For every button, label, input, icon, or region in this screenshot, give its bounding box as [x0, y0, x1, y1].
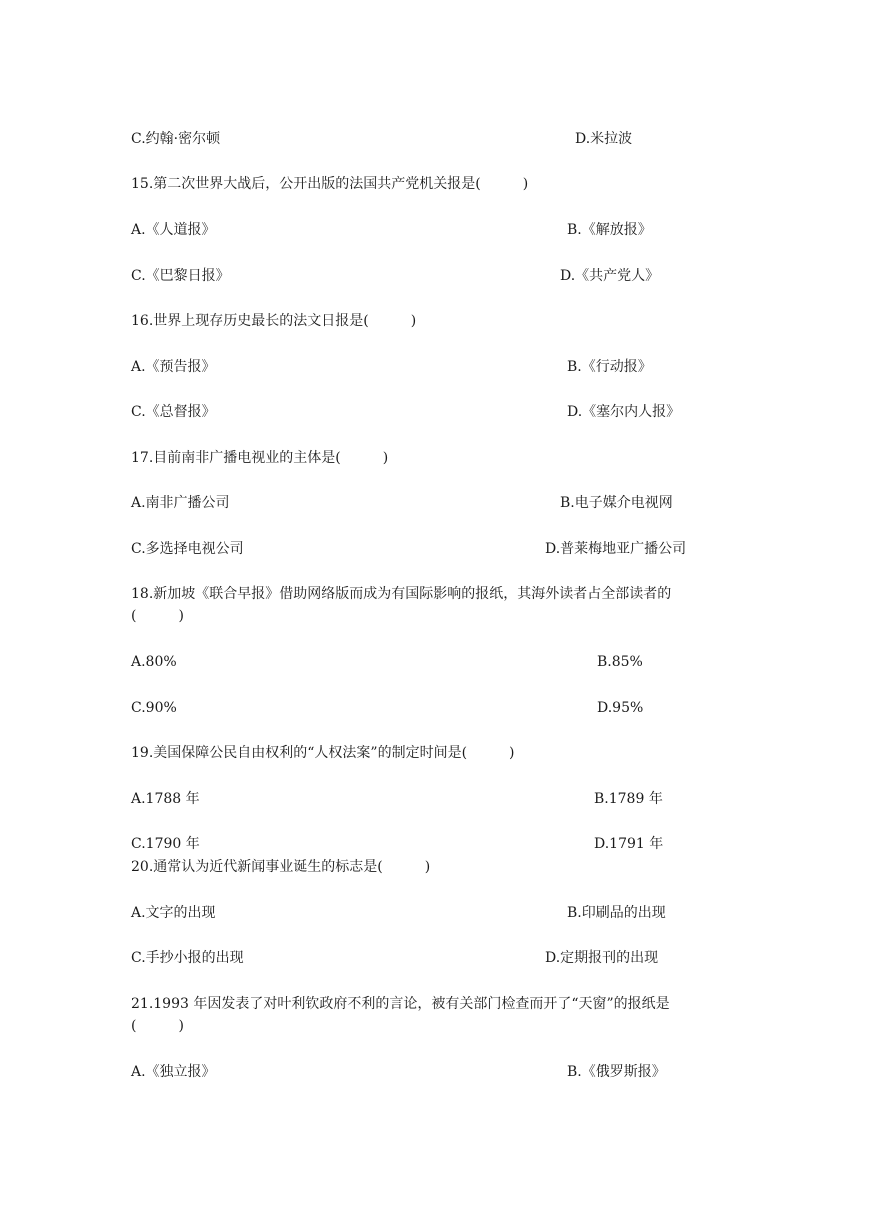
q17-option-c: C.多选择电视公司	[131, 541, 244, 557]
q18-option-a: A.80%	[131, 654, 177, 670]
q20-option-b: B.印刷品的出现	[567, 905, 666, 921]
q15-stem: 15.第二次世界大战后，公开出版的法国共产党机关报是( )	[131, 176, 529, 192]
q15-option-a: A.《人道报》	[131, 222, 216, 238]
q14-option-d: D.米拉波	[575, 131, 633, 147]
q16-option-b: B.《行动报》	[567, 359, 652, 375]
q20-stem: 20.通常认为近代新闻事业诞生的标志是( )	[131, 859, 431, 875]
q17-option-a: A.南非广播公司	[131, 495, 230, 511]
q19-option-d: D.1791 年	[594, 836, 664, 852]
q20-option-c: C.手抄小报的出现	[131, 950, 244, 966]
q21-option-a: A.《独立报》	[131, 1064, 216, 1080]
q16-option-d: D.《塞尔内人报》	[567, 404, 681, 420]
q20-option-a: A.文字的出现	[131, 905, 216, 921]
q19-option-c: C.1790 年	[131, 836, 200, 852]
q19-option-b: B.1789 年	[594, 791, 663, 807]
q19-option-a: A.1788 年	[131, 791, 200, 807]
q15-option-c: C.《巴黎日报》	[131, 268, 230, 284]
q16-option-c: C.《总督报》	[131, 404, 216, 420]
q14-option-c: C.约翰·密尔顿	[131, 131, 221, 147]
q17-stem: 17.目前南非广播电视业的主体是( )	[131, 450, 389, 466]
q17-option-b: B.电子媒介电视网	[560, 495, 673, 511]
q21-option-b: B.《俄罗斯报》	[567, 1064, 666, 1080]
q15-option-b: B.《解放报》	[567, 222, 652, 238]
q18-stem-line-2: ( )	[131, 608, 184, 624]
q16-stem: 16.世界上现存历史最长的法文日报是( )	[131, 313, 417, 329]
q18-option-b: B.85%	[597, 654, 643, 670]
q20-option-d: D.定期报刊的出现	[545, 950, 659, 966]
q19-stem: 19.美国保障公民自由权利的“人权法案”的制定时间是( )	[131, 745, 515, 761]
q21-stem-line-2: ( )	[131, 1018, 184, 1034]
q21-stem-line-1: 21.1993 年因发表了对叶利钦政府不利的言论，被有关部门检查而开了“天窗”的报纸是	[131, 996, 670, 1012]
q18-option-d: D.95%	[597, 700, 644, 716]
q18-option-c: C.90%	[131, 700, 177, 716]
q17-option-d: D.普莱梅地亚广播公司	[545, 541, 687, 557]
q18-stem-line-1: 18.新加坡《联合早报》借助网络版而成为有国际影响的报纸，其海外读者占全部读者的	[131, 586, 672, 602]
q15-option-d: D.《共产党人》	[560, 268, 660, 284]
q16-option-a: A.《预告报》	[131, 359, 216, 375]
